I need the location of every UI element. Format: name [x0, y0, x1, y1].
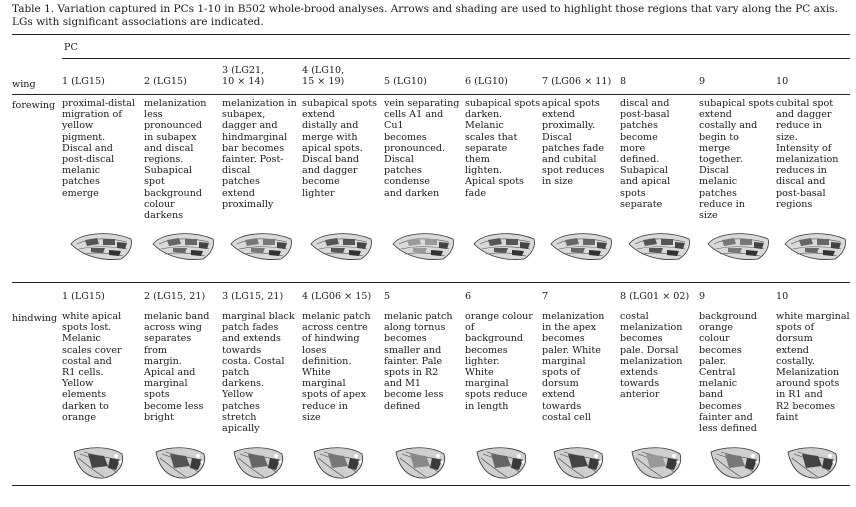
hindwing-description: melanic patch across centre of hindwing loses definition. White marginal spots of apex reduce in size	[302, 311, 371, 423]
hindwing-illustration	[707, 444, 763, 484]
forewing-pc-header: 8	[620, 76, 627, 87]
forewing-illustration	[472, 230, 538, 266]
forewing-pc-header: 1 (LG15)	[62, 76, 105, 87]
pc-underline	[62, 58, 850, 59]
hindwing-pc-header: 1 (LG15)	[62, 291, 105, 302]
hindwing-pc-header: 4 (LG06 × 15)	[302, 291, 372, 302]
hindwing-pc-header: 5	[384, 291, 391, 302]
hindwing-label: hindwing	[12, 313, 58, 324]
hindwing-illustration	[310, 444, 366, 484]
forewing-description: discal and post-basal patches become more defined. Subapical and apical spots separate	[620, 98, 671, 210]
hindwing-pc-header: 9	[699, 291, 706, 302]
hindwing-illustration	[70, 444, 126, 484]
forewing-description: subapical spots darken. Melanic scales that separate them lighten. Apical spots fade	[465, 98, 541, 199]
forewing-illustration	[151, 230, 217, 266]
forewing-illustration	[627, 230, 693, 266]
section-rule	[12, 282, 850, 283]
pc-heading: PC	[64, 42, 78, 53]
forewing-pc-header: 6 (LG10)	[465, 76, 508, 87]
bottom-rule	[12, 485, 850, 486]
forewing-pc-header: 7 (LG06 × 11)	[542, 76, 612, 87]
forewing-illustration	[706, 230, 772, 266]
hindwing-illustration	[628, 444, 684, 484]
hindwing-illustration	[784, 444, 840, 484]
hindwing-pc-header: 7	[542, 291, 549, 302]
forewing-description: melanization less pronounced in subapex and discal regions. Subapical spot background colour darkens	[144, 98, 207, 222]
hindwing-pc-header: 3 (LG15, 21)	[222, 291, 284, 302]
hindwing-illustration	[392, 444, 448, 484]
forewing-pc-header: 4 (LG10, 15 × 19)	[302, 65, 345, 88]
forewing-pc-header: 10	[776, 76, 789, 87]
hindwing-pc-header: 8 (LG01 × 02)	[620, 291, 690, 302]
hindwing-description: background orange colour becomes paler. Central melanic band becomes fainter and less defined	[699, 311, 758, 435]
forewing-illustration	[783, 230, 849, 266]
forewing-description: melanization in subapex, dagger and hindmarginal bar becomes fainter. Post- discal patches extend proximally	[222, 98, 297, 210]
table-caption: Table 1. Variation captured in PCs 1-10 in B502 whole-brood analyses. Arrows and shading are used to highlight those regions that vary along the PC axis. LGs with significant associations are indicated.	[12, 3, 838, 28]
hindwing-description: white marginal spots of dorsum extend costally. Melanization around spots in R1 and R2 becomes faint	[776, 311, 850, 423]
forewing-pc-header: 2 (LG15)	[144, 76, 187, 87]
forewing-description: apical spots extend proximally. Discal patches fade and cubital spot reduces in size	[542, 98, 605, 188]
forewing-description: subapical spots extend distally and merge with apical spots. Discal band and dagger become lighter	[302, 98, 378, 199]
hindwing-illustration	[152, 444, 208, 484]
forewing-illustration	[549, 230, 615, 266]
forewing-pc-header: 3 (LG21, 10 × 14)	[222, 65, 265, 88]
forewing-description: cubital spot and dagger reduce in size. Intensity of melanization reduces in discal and post-basal regions	[776, 98, 839, 210]
hindwing-illustration	[473, 444, 529, 484]
hindwing-illustration	[230, 444, 286, 484]
hindwing-pc-header: 10	[776, 291, 789, 302]
forewing-description: subapical spots extend costally and begin to merge together. Discal melanic patches reduce in size	[699, 98, 775, 222]
top-rule	[12, 34, 850, 35]
forewing-illustration	[309, 230, 375, 266]
header-rule	[12, 94, 850, 95]
hindwing-description: marginal black patch fades and extends towards costa. Costal patch darkens. Yellow patches stretch apically	[222, 311, 295, 435]
forewing-illustration	[229, 230, 295, 266]
hindwing-pc-header: 6	[465, 291, 472, 302]
hindwing-illustration	[550, 444, 606, 484]
hindwing-pc-header: 2 (LG15, 21)	[144, 291, 206, 302]
hindwing-description: melanic patch along tornus becomes smaller and fainter. Pale spots in R2 and M1 become less defined	[384, 311, 453, 412]
hindwing-description: white apical spots lost. Melanic scales cover costal and R1 cells. Yellow elements darken to orange	[62, 311, 122, 423]
forewing-pc-header: 5 (LG10)	[384, 76, 427, 87]
hindwing-description: melanic band across wing separates from margin. Apical and marginal spots become less bright	[144, 311, 210, 423]
forewing-illustration	[391, 230, 457, 266]
forewing-illustration	[69, 230, 135, 266]
forewing-description: vein separating cells A1 and Cu1 becomes pronounced. Discal patches condense and darken	[384, 98, 460, 199]
hindwing-description: orange colour of background becomes lighter. White marginal spots reduce in length	[465, 311, 533, 412]
wing-column-label: wing	[12, 79, 36, 90]
forewing-label: forewing	[12, 100, 56, 111]
hindwing-description: costal melanization becomes pale. Dorsal melanization extends towards anterior	[620, 311, 683, 401]
forewing-pc-header: 9	[699, 76, 706, 87]
forewing-description: proximal-distal migration of yellow pigment. Discal and post-discal melanic patches emerge	[62, 98, 135, 199]
hindwing-description: melanization in the apex becomes paler. White marginal spots of dorsum extend towards costal cell	[542, 311, 605, 423]
